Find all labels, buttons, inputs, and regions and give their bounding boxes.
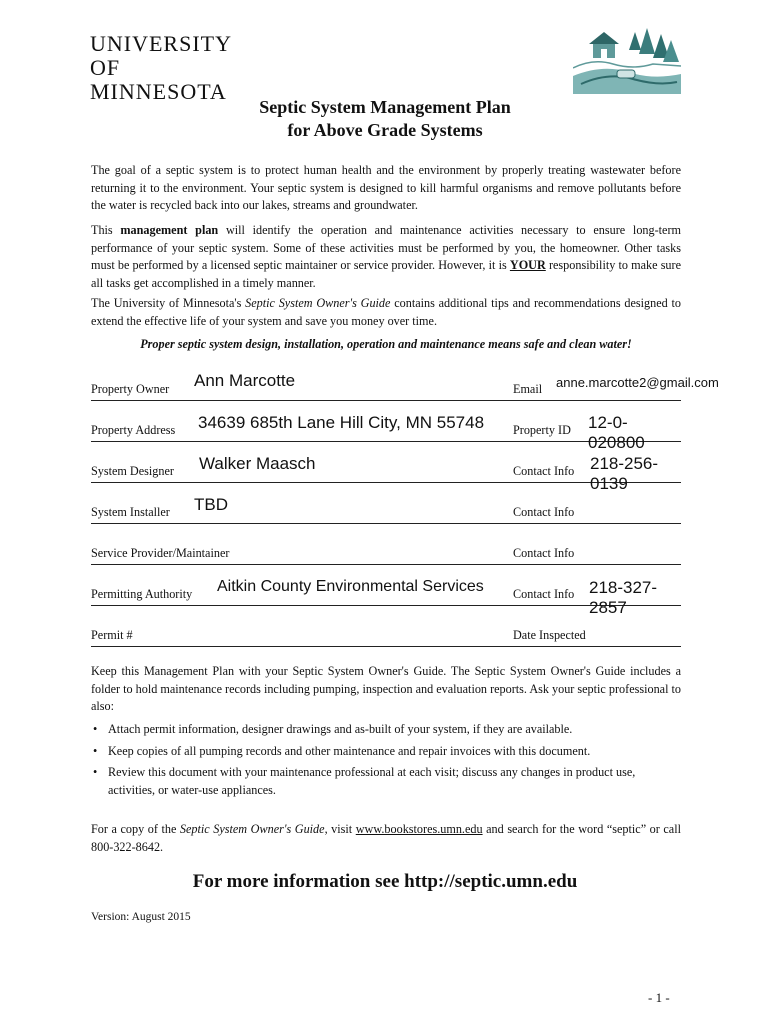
septic-illustration-icon (573, 24, 681, 94)
form-row-permitting (91, 564, 681, 617)
email-value[interactable]: anne.marcotte2@gmail.com (556, 375, 719, 390)
form-row-permit (91, 605, 681, 647)
address-label: Property Address (91, 423, 176, 437)
guide-paragraph (91, 295, 681, 330)
copy-text-b: Septic System Owner's Guide (179, 822, 325, 836)
copy-paragraph (91, 821, 681, 856)
plan-text-b: management plan (120, 223, 219, 237)
installer-label: System Installer (91, 505, 170, 519)
copy-text-d: and search for the word “septic” or call 800-322-8642. (91, 822, 681, 854)
guide-text-a: The University of Minnesota's (91, 296, 246, 310)
form-row-provider (91, 523, 681, 565)
university-logo (90, 32, 240, 104)
list-item: • Review this document with your maintenance professional at each visit; discuss any changes in product use, activities, or water-use appliances. (91, 764, 681, 799)
form-row-owner (91, 359, 719, 401)
title-line-1: Septic System Management Plan (259, 97, 511, 117)
property-id-label: Property ID (513, 423, 571, 437)
owner-value[interactable]: Ann Marcotte (194, 371, 296, 390)
installer-contact-label: Contact Info (513, 505, 575, 519)
intro-paragraph: The goal of a septic system is to protect human health and the environment by properly treating wastewater before returning it to the environment. Your septic system is designed to kill harmful organisms and remove pollutants before the water is recycled back into our lakes, streams and groundwater. (91, 163, 681, 212)
plan-paragraph (91, 222, 681, 292)
provider-label: Service Provider/Maintainer (91, 546, 230, 560)
designer-label: System Designer (91, 464, 174, 478)
list-item: • Attach permit information, designer drawings and as-built of your system, if they are available. (91, 721, 681, 739)
copy-text-c: , visit (324, 822, 356, 836)
bookstore-link[interactable]: www.bookstores.umn.edu (355, 822, 483, 836)
list-item: • Keep copies of all pumping records and other maintenance and repair invoices with this document. (91, 743, 681, 761)
installer-value[interactable]: TBD (194, 495, 228, 514)
instruction-list (91, 721, 681, 803)
page-title (0, 96, 770, 142)
plan-text-a: This (91, 223, 121, 237)
address-value[interactable]: 34639 685th Lane Hill City, MN 55748 (198, 413, 485, 432)
permit-number-label: Permit # (91, 628, 133, 642)
date-inspected-label: Date Inspected (513, 628, 586, 642)
version-text: Version: August 2015 (91, 911, 191, 923)
permitting-contact-value[interactable]: 218-327-2857 (589, 578, 658, 617)
keep-paragraph: Keep this Management Plan with your Septic System Owner's Guide. The Septic System Owner's Guide includes a folder to hold maintenance records including pumping, inspection and evaluation reports. Ask your septic professional to also: (91, 664, 681, 713)
form-row-installer (91, 482, 681, 524)
designer-contact-value[interactable]: 218-256-0139 (590, 454, 659, 493)
title-line-2: for Above Grade Systems (287, 120, 483, 140)
plan-text-d: YOUR (509, 258, 546, 272)
page-number: - 1 - (648, 990, 670, 1005)
guide-text-c: contains additional tips and recommendations designed to extend the effective life of your system and save you money over time. (91, 296, 681, 328)
plan-text-e: responsibility to make sure all tasks get accomplished in a timely manner. (91, 258, 681, 290)
form-row-designer (91, 441, 681, 493)
permitting-contact-label: Contact Info (513, 587, 575, 601)
email-label: Email (513, 382, 543, 396)
provider-contact-label: Contact Info (513, 546, 575, 560)
property-id-value[interactable]: 12-0-020800 (588, 413, 645, 452)
owner-label: Property Owner (91, 382, 170, 396)
form-row-address (91, 400, 681, 452)
more-info-heading: For more information see http://septic.umn.edu (192, 871, 578, 892)
permitting-authority-label: Permitting Authority (91, 587, 193, 601)
tagline: Proper septic system design, installation, operation and maintenance means safe and clean water! (140, 337, 632, 351)
logo-line-1: UNIVERSITY (90, 31, 232, 56)
guide-text-b: Septic System Owner's Guide (245, 296, 391, 310)
copy-text-a: For a copy of the (91, 822, 180, 836)
plan-text-c: will identify the operation and maintenance activities necessary to ensure long-term performance of your septic system. Some of these activities must be performed by you, the homeowner. Other tasks must be performed by a licensed septic maintainer or service provider. However, it is (91, 223, 681, 272)
logo-line-2: OF MINNESOTA (90, 55, 227, 104)
designer-value[interactable]: Walker Maasch (199, 454, 316, 473)
designer-contact-label: Contact Info (513, 464, 575, 478)
permitting-authority-value[interactable]: Aitkin County Environmental Services (217, 578, 484, 595)
